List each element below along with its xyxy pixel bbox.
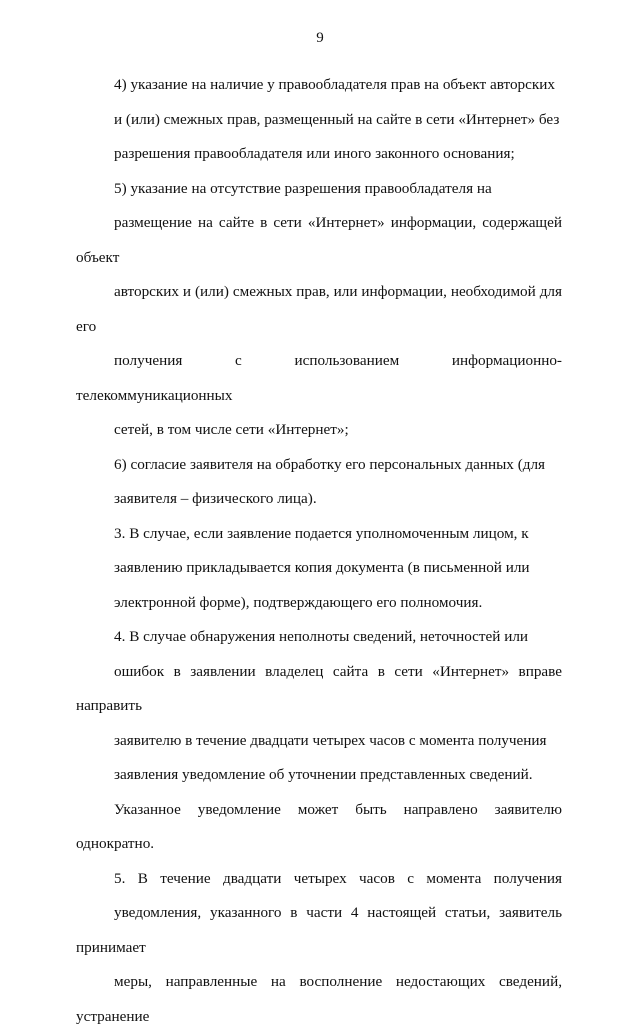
text-line: заявителя – физического лица). [76,482,562,517]
list-item-5 [76,172,562,448]
text-line: и (или) смежных прав, размещенный на сайте в сети «Интернет» без [76,103,562,138]
text-line: заявления уведомление об уточнении представленных сведений. [76,758,562,793]
document-body [76,68,562,1034]
text-line: меры, направленные на восполнение недостающих сведений, устранение [76,965,562,1034]
list-item-4 [76,68,562,172]
text-line: 5) указание на отсутствие разрешения правообладателя на [76,172,562,207]
text-line: заявителю в течение двадцати четырех часов с момента получения [76,724,562,759]
part-3-paragraph [76,517,562,621]
text-line: 4) указание на наличие у правообладателя прав на объект авторских [76,68,562,103]
text-line: 6) согласие заявителя на обработку его персональных данных (для [76,448,562,483]
text-line: 4. В случае обнаружения неполноты сведений, неточностей или [76,620,562,655]
page-number: 9 [0,28,640,48]
text-line: получения с использованием информационно-телекоммуникационных [76,344,562,413]
text-line: разрешения правообладателя или иного законного основания; [76,137,562,172]
text-line: 5. В течение двадцати четырех часов с момента получения [76,862,562,897]
list-item-6 [76,448,562,517]
text-line: электронной форме), подтверждающего его полномочия. [76,586,562,621]
text-line: ошибок в заявлении владелец сайта в сети «Интернет» вправе направить [76,655,562,724]
text-line: авторских и (или) смежных прав, или информации, необходимой для его [76,275,562,344]
text-line: уведомления, указанного в части 4 настоящей статьи, заявитель принимает [76,896,562,965]
part-4-paragraph [76,620,562,862]
part-5-paragraph [76,862,562,1034]
text-line: сетей, в том числе сети «Интернет»; [76,413,562,448]
text-line: 3. В случае, если заявление подается уполномоченным лицом, к [76,517,562,552]
text-line: заявлению прикладывается копия документа (в письменной или [76,551,562,586]
text-line: размещение на сайте в сети «Интернет» информации, содержащей объект [76,206,562,275]
text-line: Указанное уведомление может быть направлено заявителю однократно. [76,793,562,862]
